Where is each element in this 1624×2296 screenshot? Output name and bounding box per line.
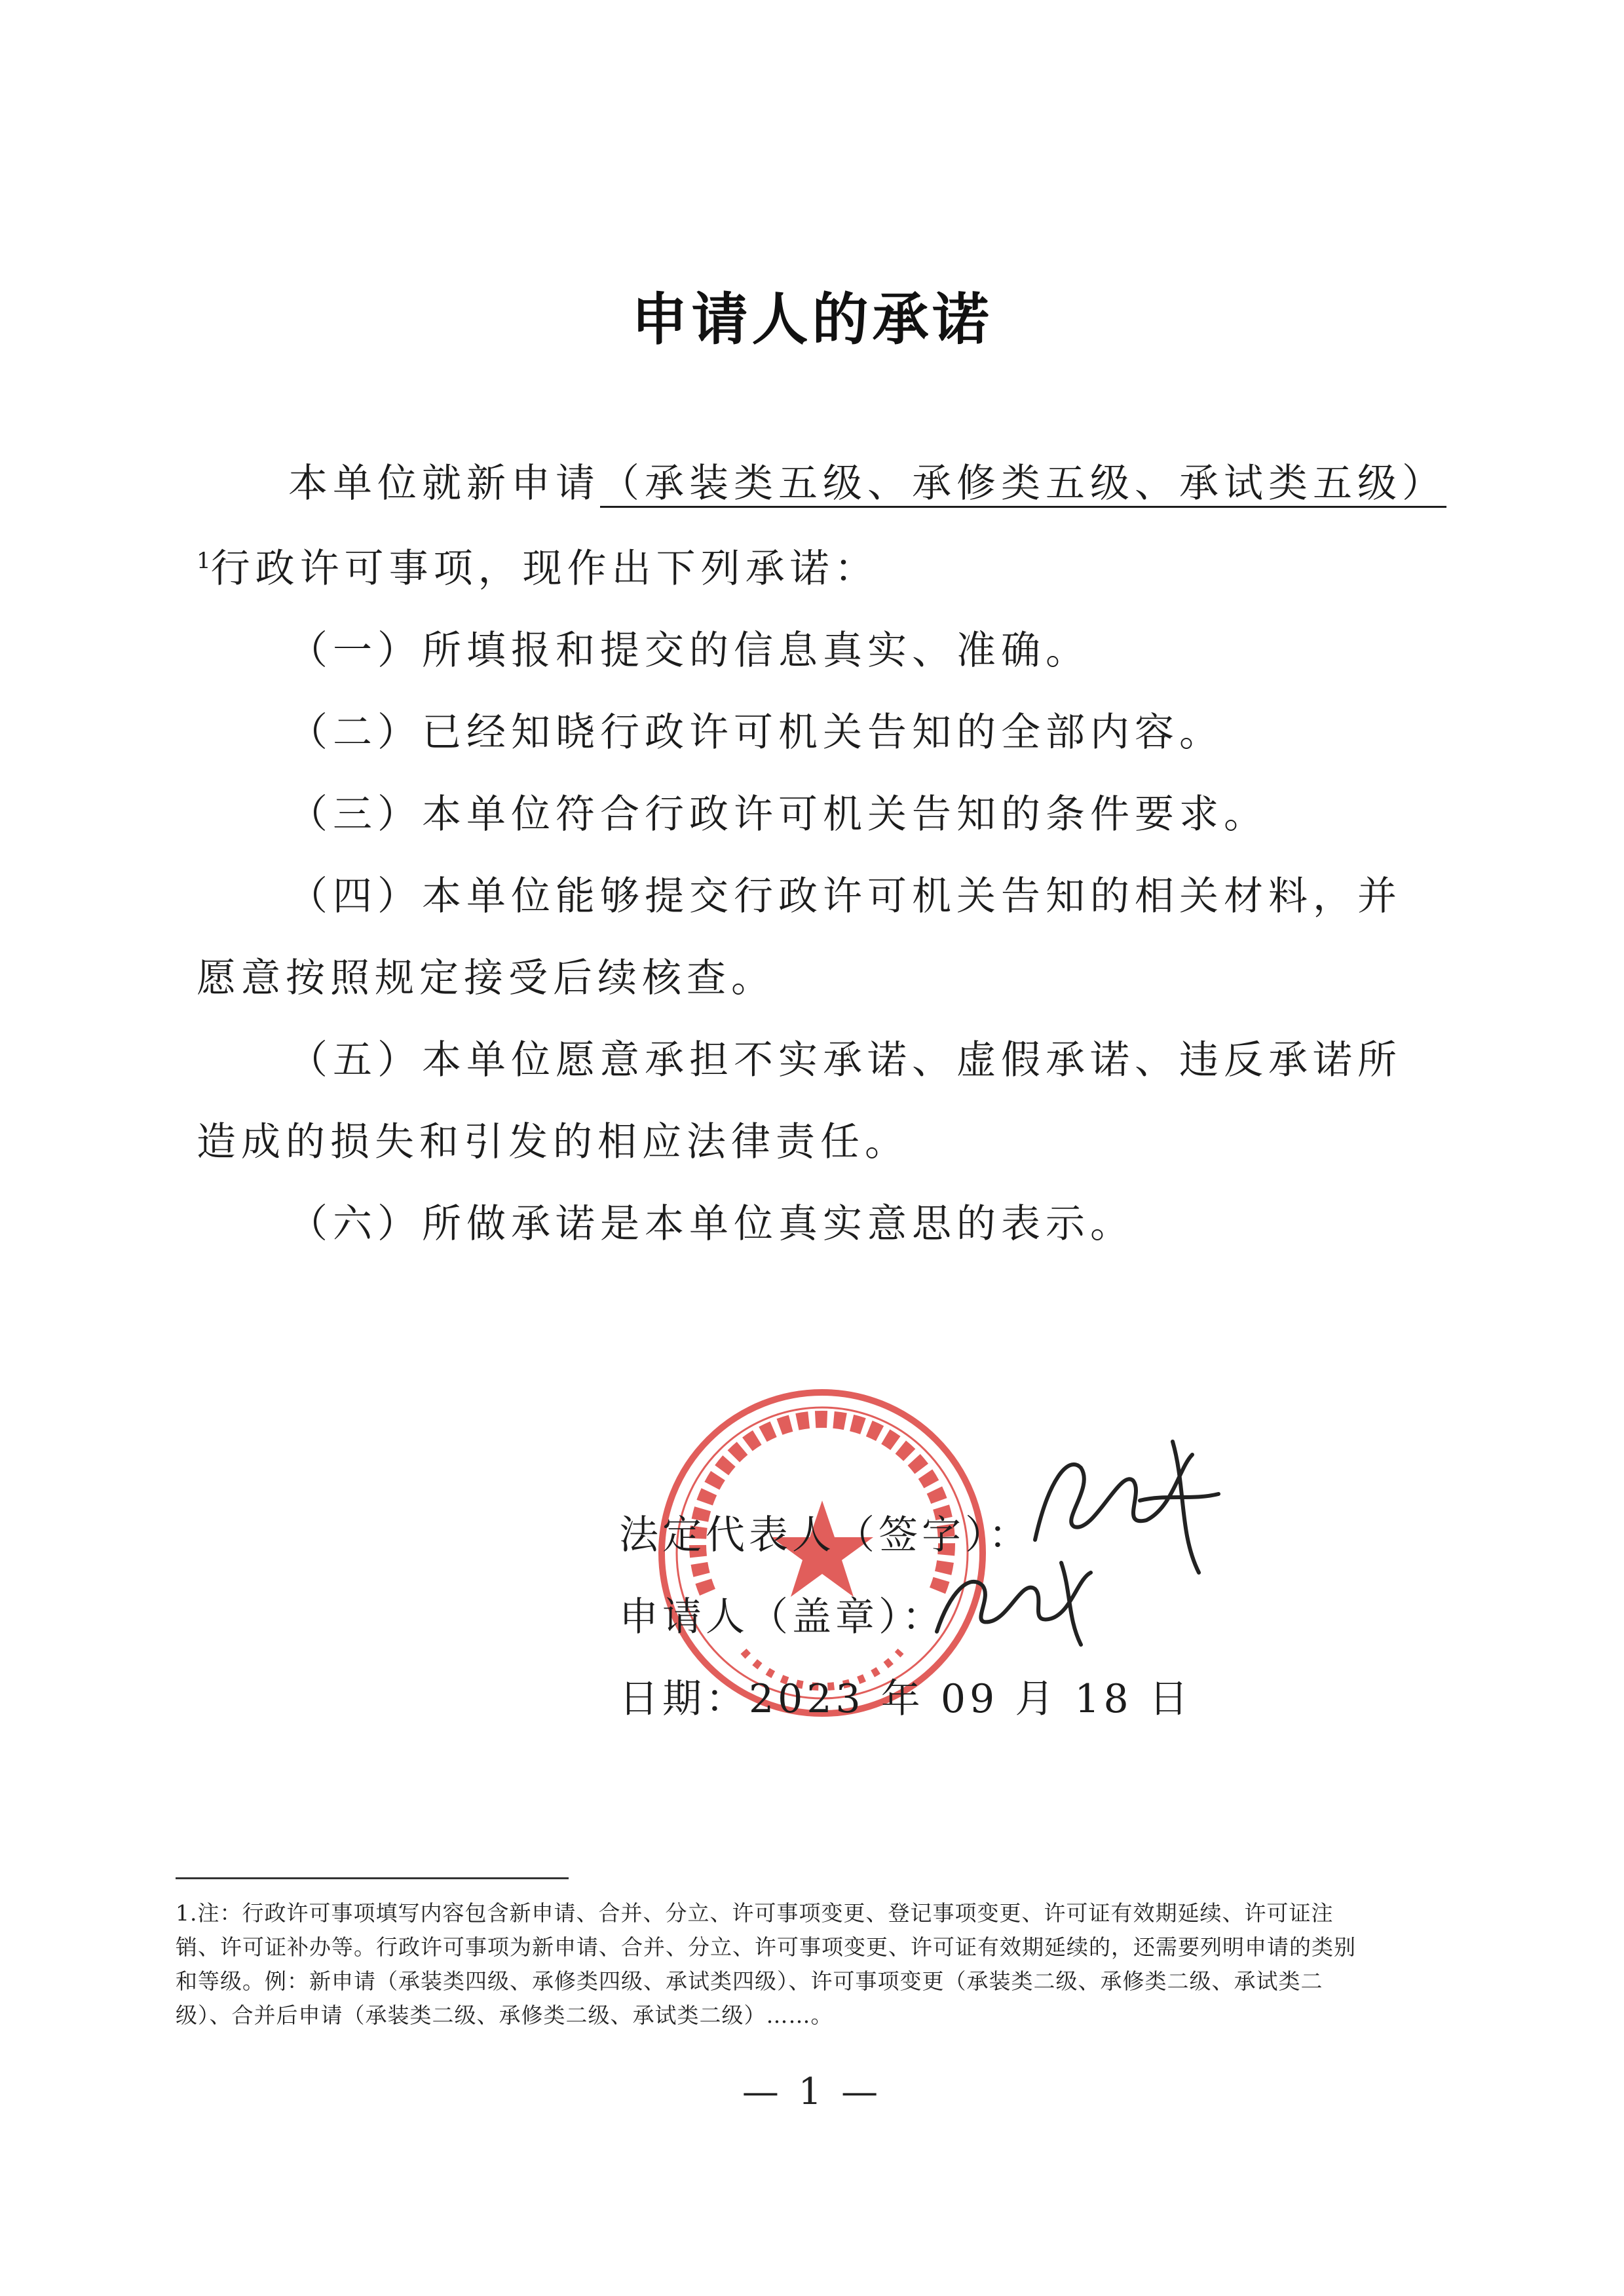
promise-2: （二）已经知晓行政许可机关告知的全部内容。	[288, 710, 1224, 756]
applicant-label: 申请人（盖章）：	[619, 1594, 945, 1640]
legal-rep-label: 法定代表人（签字）：	[619, 1512, 1032, 1558]
promise-6: （六）所做承诺是本单位真实意思的表示。	[288, 1201, 1135, 1247]
footnote: 1.注：行政许可事项填写内容包含新申请、合并、分立、许可事项变更、登记事项变更、许可证有效期延续、许可证注销、许可证补办等。行政许可事项为新申请、合并、分立、许可事项变更、许可证有效期延续的，还需要列明申请的类别和等级。例：新申请（承装类四级、承修类四级、承试类四级）、许可事项变更（承装类二级、承修类二级、承试类二级）、合并后申请（承装类二级、承修类二级、承试类二级）……。	[176, 1900, 1356, 2028]
promise-4-cont: 愿意按照规定接受后续核查。	[197, 955, 776, 1001]
promise-3: （三）本单位符合行政许可机关告知的条件要求。	[288, 792, 1268, 837]
document-title: 申请人的承诺	[631, 287, 993, 353]
date-line	[619, 1668, 1192, 1724]
date-value: 2023 年 09 月 18 日	[749, 1676, 1192, 1722]
date-label: 日期：	[619, 1676, 749, 1722]
promise-5-cont: 造成的损失和引发的相应法律责任。	[197, 1119, 909, 1165]
intro-prefix: 本单位就新申请	[288, 461, 600, 507]
footnote-ref: 1	[197, 548, 211, 574]
footnote-divider	[176, 1877, 569, 1879]
intro-line-2	[197, 537, 1376, 594]
promise-1: （一）所填报和提交的信息真实、准确。	[288, 628, 1090, 674]
promise-5: （五）本单位愿意承担不实承诺、虚假承诺、违反承诺所	[288, 1037, 1402, 1083]
intro-rest: 行政许可事项，现作出下列承诺：	[210, 546, 879, 592]
intro-scope: （承装类五级、承修类五级、承试类五级）	[600, 461, 1446, 507]
page-number: — 1 —	[742, 2071, 882, 2113]
intro-line-1	[288, 452, 1467, 508]
applicant-signature	[930, 1553, 1101, 1651]
promise-4: （四）本单位能够提交行政许可机关告知的相关材料，并	[288, 873, 1402, 919]
